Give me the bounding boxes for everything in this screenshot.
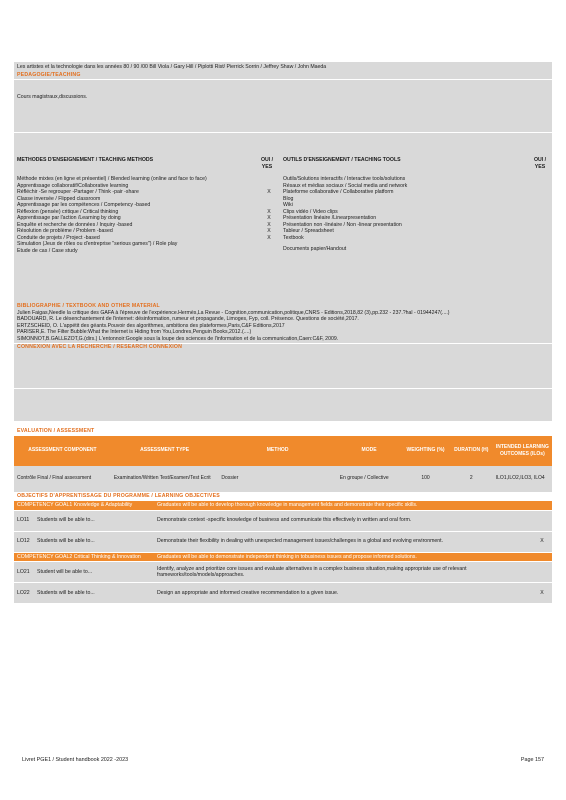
tool-label: Clips vidéo / Video clips [283,208,338,215]
learning-objective-subject: Student will be able to... [37,568,93,575]
pedagogie-heading: PEDAGOGIE/TEACHING [17,71,81,78]
tools-column [283,157,548,302]
evaluation-header-cell: ASSESSMENT COMPONENT [28,447,97,454]
evaluation-table [14,436,552,492]
connexion-block [14,344,552,388]
method-label: Enquête et recherche de données / Inquiry -based [17,221,133,228]
competency-goal-description: Graduates will be able to develop thorough knowledge in management fields and demonstrate their specific skills. [157,502,418,508]
tool-label: Wiki [283,202,293,208]
method-label: Réfléchir -Se regrouper -Partager / Think -pair -share [17,189,139,195]
method-item [17,248,275,255]
learning-objective-code: LO22 [17,589,30,596]
evaluation-cell: Contrôle Final / Final assessment [17,475,92,482]
tool-label: Présentation linéaire /Linearpresentation [283,215,377,221]
intro-block [14,62,552,72]
method-mark: X [267,228,271,234]
method-mark [263,248,275,255]
objectives-list [14,501,552,603]
bibliography-entry: Julien Faigas,Needle la critique des GAFA à l'épreuve de l'expérience.Hermès,La Revue - Cognition,communication,politique,CNRS - Editions,2018,82 (3),pp.232 - 237.?hal - 01944247(....) [17,309,450,316]
learning-objective-row [14,532,552,552]
page-footer [22,757,544,764]
bibliography-block [14,303,552,343]
tool-label: Textbook [283,234,304,241]
connexion-body [14,389,552,421]
method-label: Apprentissage par les compétences / Competency -based [17,202,151,208]
method-mark: X [267,189,271,195]
learning-objective-text: Demonstrate context -specific knowledge of business and communicate this effectively in written and oral form. [157,517,412,524]
bibliography-entry: BADOUARD, R. Le désenchantement de l'internet: désinformation, rumeur et propagande, Limoges, Fyp, coll. Présence. Questions de société,2017. [17,316,359,322]
learning-objective-subject: Students will be able to... [37,589,95,596]
bibliography-entry: ERTZSCHEID, O. L'appétit des géants.Pouvoir des algorithmes, ambitions des plateformes,Paris,C&F Editions,2017 [17,322,285,329]
tool-mark [536,246,548,253]
footer-page-number: Page 157 [520,757,544,763]
evaluation-header-row [14,436,552,466]
learning-objective-row [14,511,552,531]
bibliography-list [17,310,549,343]
bibliography-entry: PARISER,E. The Filter Bubble:What the Internet is Hiding from You,Londres,Penguin Books,2012.(....) [17,329,252,335]
methods-list [17,176,275,254]
method-label: Résolution de problème / Problem -based [17,228,113,234]
evaluation-cell: ILO1,ILO2,ILO3, ILO4 [495,475,545,482]
evaluation-data-row [14,466,552,492]
evaluation-cell: En groupe / Collective [339,475,389,482]
method-mark: X [267,221,271,228]
evaluation-header-cell: DURATION (H) [454,447,489,454]
evaluation-cell: Examination/Written Test/Examen/Test Ecrit [113,475,211,482]
tool-label: Plateforme collaborative / Collaborative platform [283,189,394,195]
intro-text: Les artistes et la technologie dans les années 80 / 90 /00 Bill Viola / Gary Hill / Piplotti Rist/ Pierrick Sorrin / Jeffrey Shaw / John Maeda [17,64,327,70]
method-label: Réflexion (pensée) critique / Critical thinking [17,208,119,215]
tools-heading: OUTILS D'ENSEIGNEMENT / TEACHING TOOLS [283,157,401,163]
learning-objective-text: Identify, analyze and prioritize core issues and evaluate alternatives in a complex business situation,making appropriate use of relevant frameworks/tools/models/approaches. [157,565,467,578]
footer-handbook: Livret PGE1 / Student handbook 2022 -2023 [22,757,129,763]
handbook-page [14,62,552,603]
learning-objective-code: LO21 [17,568,30,575]
evaluation-cell: 2 [469,475,473,482]
evaluation-heading: EVALUATION / ASSESSMENT [17,428,95,434]
method-mark: X [267,208,271,215]
evaluation-cell: Dossier [221,475,239,482]
learning-objective-subject: Students will be able to... [37,517,95,524]
method-label: Apprentissage collaboratif/Collaborative learning [17,182,129,189]
tool-mark [536,235,548,242]
evaluation-heading-row [14,427,552,436]
competency-goal-description: Graduates will be able to demonstrate independent thinking in tobusiness issues and propose informed solutions. [157,553,417,560]
evaluation-header-cell: ASSESSMENT TYPE [140,447,190,454]
tools-yes-label: OUI / YES [533,157,547,170]
pedagogie-text: Cours magistraux,discussions. [17,94,88,100]
competency-goal-header [14,501,552,510]
evaluation-header-cell: WEIGHTING (%) [406,447,445,454]
connexion-heading: CONNEXION AVEC LA RECHERCHE / RESEARCH CONNEXION [17,344,183,350]
methods-tools-block [14,133,552,303]
method-label: Méthode mixtes (en ligne et présentiel) / Blended learning (online and face to face) [17,176,207,182]
methods-heading: METHODES D'ENSEIGNEMENT / TEACHING METHODS [17,157,154,163]
evaluation-header-cell: METHOD [266,447,289,454]
tool-label: Documents papier/Handout [283,246,347,252]
objectives-heading: OBJECTIFS D'APPRENTISSAGE DU PROGRAMME / LEARNING OBJECTIVES [17,492,220,499]
competency-goal-header [14,553,552,562]
pedagogie-heading-row [14,72,552,80]
competency-goal-title: COMPETENCY GOAL2 Critical Thinking & Innovation [17,553,141,560]
learning-objective-mark: X [540,538,544,545]
method-mark: X [267,234,271,241]
tool-label: Tableur / Spreadsheet [283,228,334,234]
learning-objective-row [14,562,552,582]
learning-objective-text: Demonstrate their flexibility in dealing with unexpected management issues/challenges in a global and evolving environment. [157,538,444,545]
tool-label: Outils/Solutions interactifs / Interactive tools/solutions [283,176,406,182]
tool-label: Résaux et médias sociaux / Social media and network [283,182,408,189]
evaluation-header-cell: INTENDED LEARNING OUTCOMES (ILOs) [495,444,549,457]
tool-item [283,235,548,242]
method-label: Classe inversée / Flipped classroom [17,195,101,202]
methods-yes-label: OUI / YES [260,157,274,170]
method-mark: X [267,215,271,221]
evaluation-header-cell: MODE [361,447,377,454]
tools-list [283,176,548,253]
method-label: Conduite de projets / Project -based [17,234,100,241]
method-label: Etude de cas / Case study [17,247,78,254]
learning-objective-code: LO11 [17,517,30,524]
learning-objective-mark: X [540,589,544,596]
tool-item [283,246,548,253]
tool-label: Blog [283,195,294,202]
bibliography-heading: BIBLIOGRAPHIE / TEXTBOOK AND OTHER MATERIAL [17,303,160,309]
learning-objective-subject: Students will be able to... [37,538,95,545]
learning-objective-row [14,583,552,603]
learning-objective-text: Design an appropriate and informed creative recommendation to a given issue. [157,589,339,596]
method-label: Apprentissage par l'action /Learning by doing [17,215,121,221]
pedagogie-block [14,80,552,132]
bibliography-entry: SIMONNOT,B.GALLEZOT,G.(dirs.) L'entonnoir:Google sous la loupe des sciences de l'information et de la communication,Caen:C&F, 2009. [17,335,339,342]
learning-objective-code: LO12 [17,538,30,545]
evaluation-cell: 100 [421,475,430,482]
methods-column [17,157,275,302]
method-label: Simulation (Jeux de rôles ou d'entreprise "serious games") / Role play [17,241,178,247]
tool-label: Présentation non -linéaire / Non -linear presentation [283,221,402,228]
competency-goal-title: COMPETENCY GOAL1 Knowledge & Adaptability [17,502,133,508]
